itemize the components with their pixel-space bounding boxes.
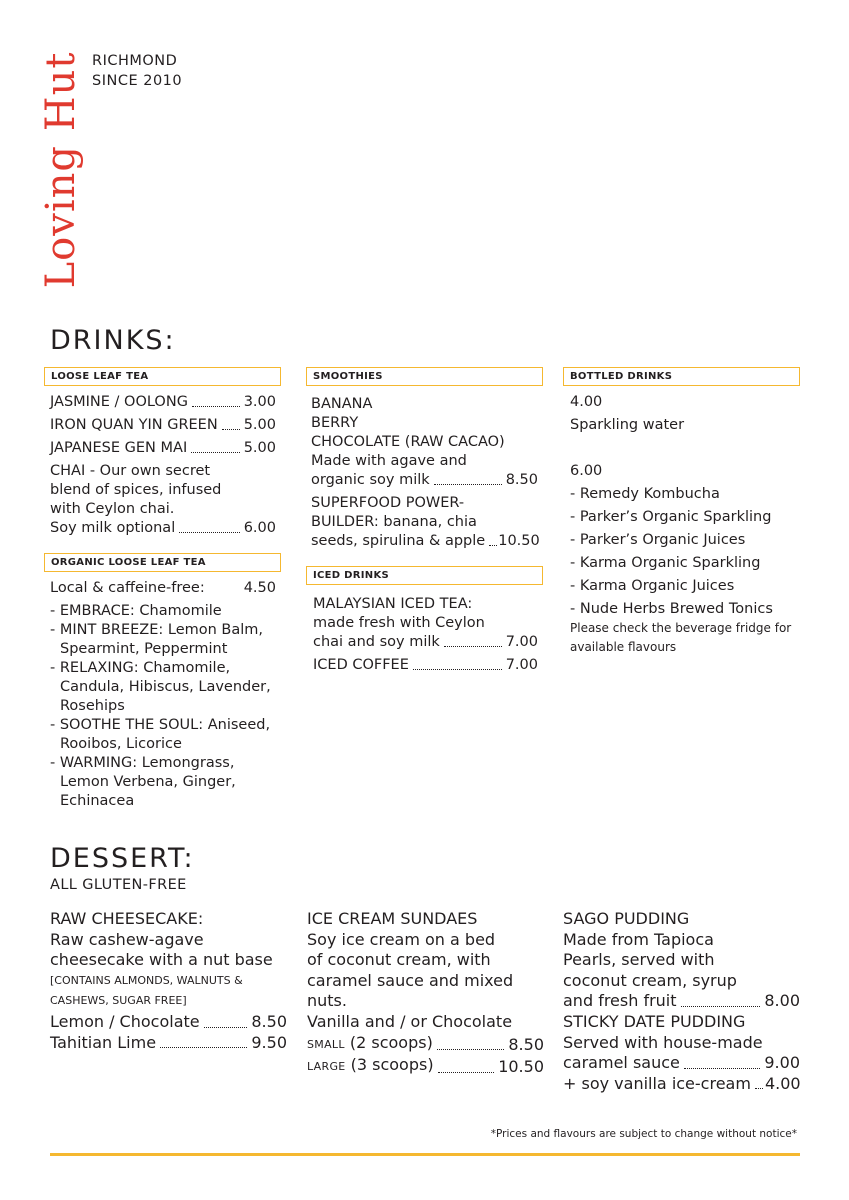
allergen-note: CASHEWS, SUGAR FREE] <box>50 994 187 1008</box>
list-item: BERRY <box>311 415 359 431</box>
puddings-block <box>563 909 800 1094</box>
list-item: LARGE (3 scoops) 10.50 <box>307 1055 544 1077</box>
list-item: - MINT BREEZE: Lemon Balm, <box>50 622 264 638</box>
menu-line: Soy ice cream on a bed <box>307 929 496 949</box>
organic-tea-heading: ORGANIC LOOSE LEAF TEA <box>44 553 281 572</box>
list-item: Candula, Hibiscus, Lavender, <box>60 679 271 695</box>
list-item: - RELAXING: Chamomile, <box>50 660 231 676</box>
location-block <box>92 51 182 91</box>
loose-leaf-tea-list <box>50 393 276 538</box>
footer-divider <box>50 1153 800 1156</box>
list-item: Lemon Verbena, Ginger, <box>60 774 236 790</box>
list-item: Rooibos, Licorice <box>60 736 182 752</box>
list-item: Spearmint, Peppermint <box>60 641 228 657</box>
smoothies-heading: SMOOTHIES <box>306 367 543 386</box>
menu-line: coconut cream, syrup <box>563 970 737 990</box>
menu-line: of coconut cream, with <box>307 950 491 970</box>
list-item: BUILDER: banana, chia <box>311 514 477 530</box>
allergen-note: [CONTAINS ALMONDS, WALNUTS & <box>50 973 243 987</box>
list-item: chai and soy milk 7.00 <box>313 634 538 650</box>
chai-line: blend of spices, infused <box>50 482 222 498</box>
list-item: and fresh fruit 8.00 <box>563 991 800 1011</box>
list-item: organic soy milk 8.50 <box>311 472 538 488</box>
list-item: - SOOTHE THE SOUL: Aniseed, <box>50 717 271 733</box>
fridge-note: Please check the beverage fridge for <box>570 621 792 635</box>
list-item: Tahitian Lime 9.50 <box>50 1032 287 1052</box>
dessert-subtitle: ALL GLUTEN-FREE <box>50 877 187 893</box>
sundaes-block <box>307 909 544 1078</box>
list-item: - Karma Organic Juices <box>570 578 735 594</box>
list-item: seeds, spirulina & apple 10.50 <box>311 533 540 549</box>
menu-line: RAW CHEESECAKE: <box>50 909 204 928</box>
cheesecake-block <box>50 909 287 1053</box>
menu-line: Vanilla and / or Chocolate <box>307 1011 513 1031</box>
list-item: Echinacea <box>60 793 135 809</box>
loose-leaf-tea-heading: LOOSE LEAF TEA <box>44 367 281 386</box>
iced-drinks-list <box>313 595 538 675</box>
list-item: - Nude Herbs Brewed Tonics <box>570 601 773 617</box>
menu-line: cheesecake with a nut base <box>50 950 273 970</box>
list-item: Sparkling water <box>570 417 685 433</box>
list-item: - Parker’s Organic Sparkling <box>570 509 772 525</box>
list-item: Made with agave and <box>311 453 467 469</box>
menu-line: SAGO PUDDING <box>563 909 690 928</box>
price-label: 4.00 <box>570 394 603 410</box>
list-item: MALAYSIAN ICED TEA: <box>313 596 473 612</box>
iced-drinks-heading: ICED DRINKS <box>306 566 543 585</box>
chai-line: CHAI - Our own secret <box>50 463 211 479</box>
fridge-note: available flavours <box>570 640 677 654</box>
menu-line: STICKY DATE PUDDING <box>563 1011 746 1031</box>
list-item: - WARMING: Lemongrass, <box>50 755 235 771</box>
logo <box>40 45 82 295</box>
list-item: JAPANESE GEN MAI 5.00 <box>50 440 276 456</box>
list-item: CHOCOLATE (RAW CACAO) <box>311 434 505 450</box>
menu-line: Pearls, served with <box>563 950 715 970</box>
list-item: - Karma Organic Sparkling <box>570 555 761 571</box>
since-year: SINCE 2010 <box>92 73 183 89</box>
menu-line: Raw cashew-agave <box>50 929 204 949</box>
smoothies-list <box>311 395 538 551</box>
list-item: BANANA <box>311 396 373 412</box>
price-label: 6.00 <box>570 463 603 479</box>
menu-line: Served with house-made <box>563 1032 763 1052</box>
list-item: SMALL (2 scoops) 8.50 <box>307 1032 544 1054</box>
list-item: Rosehips <box>60 698 125 714</box>
bottled-drinks-heading: BOTTLED DRINKS <box>563 367 800 386</box>
list-item: + soy vanilla ice-cream 4.00 <box>563 1073 801 1093</box>
footnote: *Prices and flavours are subject to change without notice* <box>490 1128 797 1140</box>
logo-text: Loving Hut <box>38 51 84 289</box>
list-item: Soy milk optional 6.00 <box>50 520 276 536</box>
menu-line: Made from Tapioca <box>563 929 714 949</box>
list-item: SUPERFOOD POWER- <box>311 495 465 511</box>
list-item: - Remedy Kombucha <box>570 486 720 502</box>
list-item: ICED COFFEE 7.00 <box>313 657 538 673</box>
location-name: RICHMOND <box>92 53 178 69</box>
organic-tea-list <box>50 579 276 811</box>
list-item: - Parker’s Organic Juices <box>570 532 746 548</box>
dessert-title: DESSERT: <box>50 843 195 874</box>
list-item: IRON QUAN YIN GREEN 5.00 <box>50 417 276 433</box>
menu-line: ICE CREAM SUNDAES <box>307 909 478 928</box>
list-item: - EMBRACE: Chamomile <box>50 603 222 619</box>
organic-intro: Local & caffeine-free: 4.50 <box>50 580 276 596</box>
menu-line: nuts. <box>307 991 347 1011</box>
bottled-drinks-list <box>570 393 800 657</box>
chai-line: with Ceylon chai. <box>50 501 175 517</box>
drinks-title: DRINKS: <box>50 325 176 356</box>
list-item: JASMINE / OOLONG 3.00 <box>50 394 276 410</box>
list-item: made fresh with Ceylon <box>313 615 485 631</box>
list-item: Lemon / Chocolate 8.50 <box>50 1011 287 1031</box>
list-item: caramel sauce 9.00 <box>563 1053 800 1073</box>
menu-line: caramel sauce and mixed <box>307 970 514 990</box>
